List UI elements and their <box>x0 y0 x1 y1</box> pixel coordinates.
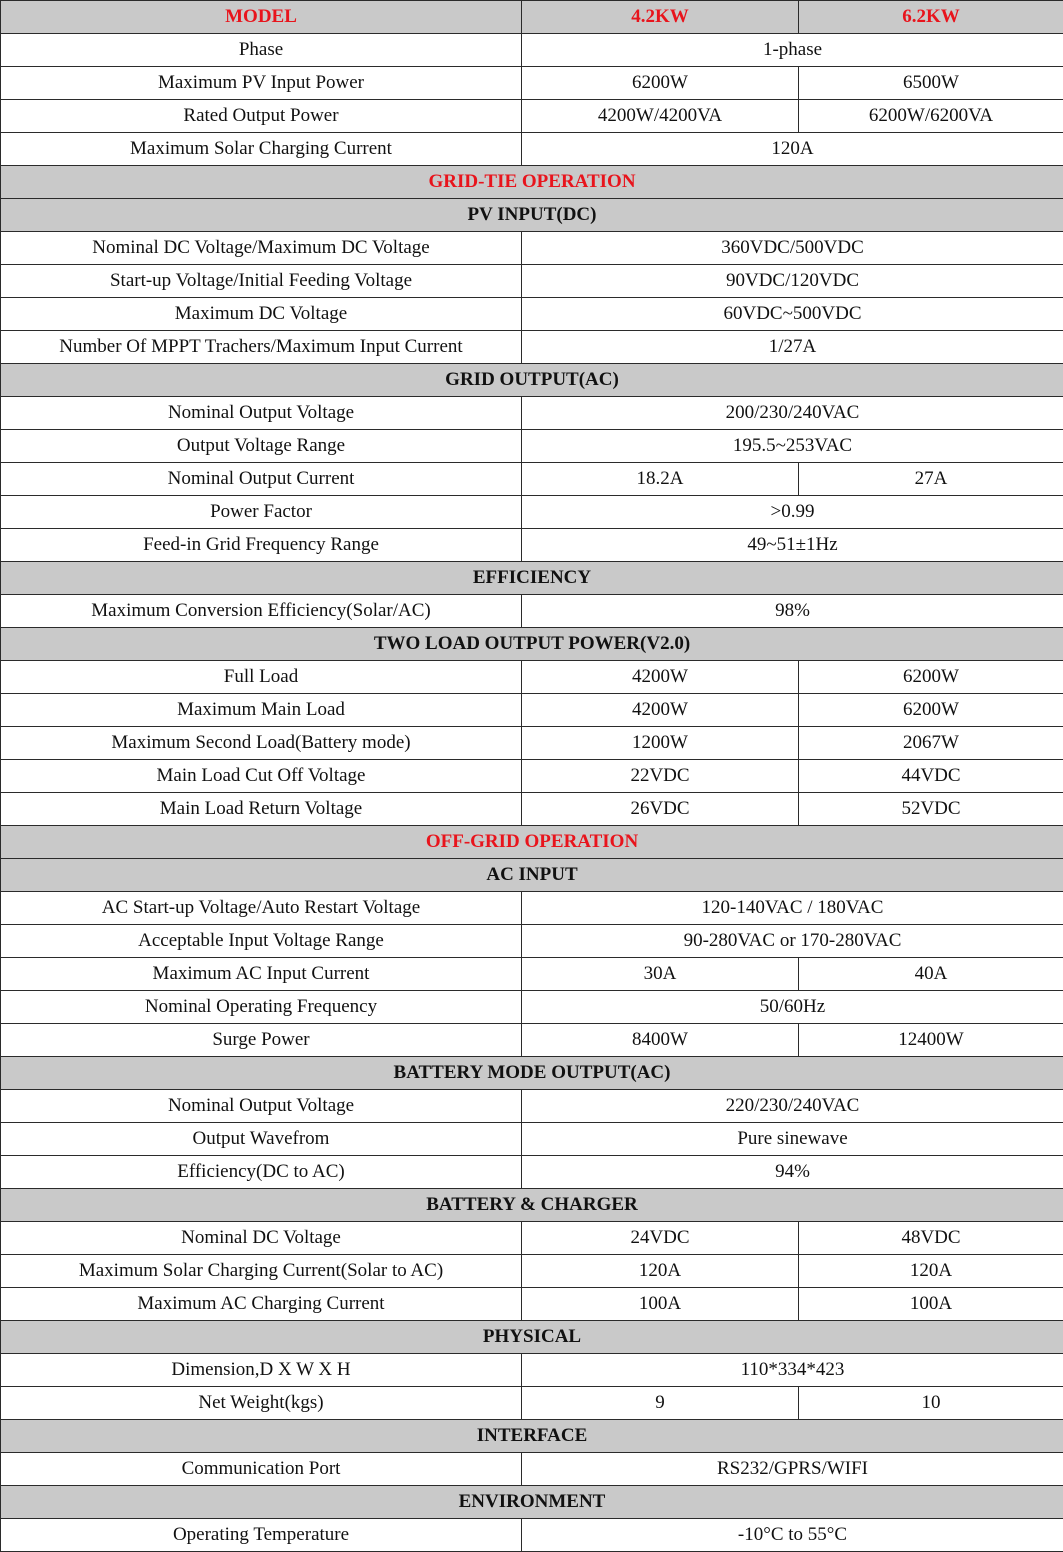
spec-value-a: 26VDC <box>522 793 799 826</box>
spec-table-body <box>1 1 1063 1552</box>
spec-row <box>1 1519 1063 1552</box>
spec-label: Maximum Second Load(Battery mode) <box>1 727 522 760</box>
spec-label: Phase <box>1 34 522 67</box>
spec-row <box>1 1222 1063 1255</box>
spec-label: Maximum Main Load <box>1 694 522 727</box>
spec-row <box>1 727 1063 760</box>
spec-value-b: 2067W <box>799 727 1063 760</box>
spec-row <box>1 529 1063 562</box>
spec-label: Dimension,D X W X H <box>1 1354 522 1387</box>
spec-row <box>1 958 1063 991</box>
spec-label: Nominal DC Voltage/Maximum DC Voltage <box>1 232 522 265</box>
spec-label: Power Factor <box>1 496 522 529</box>
spec-value-a: 4200W <box>522 694 799 727</box>
subsection-title: TWO LOAD OUTPUT POWER(V2.0) <box>1 628 1063 661</box>
spec-row <box>1 595 1063 628</box>
subsection-header-row <box>1 1420 1063 1453</box>
spec-label: Maximum Solar Charging Current(Solar to AC) <box>1 1255 522 1288</box>
subsection-header-row <box>1 859 1063 892</box>
spec-value: 200/230/240VAC <box>522 397 1063 430</box>
spec-value-b: 48VDC <box>799 1222 1063 1255</box>
spec-value: 98% <box>522 595 1063 628</box>
spec-row <box>1 298 1063 331</box>
spec-row <box>1 34 1063 67</box>
spec-label: Acceptable Input Voltage Range <box>1 925 522 958</box>
header-col-b: 6.2KW <box>799 1 1063 34</box>
spec-row <box>1 1255 1063 1288</box>
subsection-title: ENVIRONMENT <box>1 1486 1063 1519</box>
spec-value-b: 120A <box>799 1255 1063 1288</box>
spec-row <box>1 1453 1063 1486</box>
spec-value-b: 6500W <box>799 67 1063 100</box>
spec-value-b: 10 <box>799 1387 1063 1420</box>
spec-value: 50/60Hz <box>522 991 1063 1024</box>
spec-value-a: 8400W <box>522 1024 799 1057</box>
spec-row <box>1 1090 1063 1123</box>
spec-value-a: 100A <box>522 1288 799 1321</box>
subsection-header-row <box>1 199 1063 232</box>
spec-label: Surge Power <box>1 1024 522 1057</box>
spec-label: Maximum AC Input Current <box>1 958 522 991</box>
spec-value-b: 6200W <box>799 661 1063 694</box>
spec-value-b: 6200W <box>799 694 1063 727</box>
header-row <box>1 1 1063 34</box>
spec-value-b: 52VDC <box>799 793 1063 826</box>
spec-label: Output Wavefrom <box>1 1123 522 1156</box>
spec-value: 195.5~253VAC <box>522 430 1063 463</box>
spec-value-b: 100A <box>799 1288 1063 1321</box>
spec-row <box>1 430 1063 463</box>
spec-row <box>1 1354 1063 1387</box>
spec-row <box>1 100 1063 133</box>
subsection-title: GRID OUTPUT(AC) <box>1 364 1063 397</box>
spec-row <box>1 1156 1063 1189</box>
spec-value-a: 9 <box>522 1387 799 1420</box>
spec-value-b: 12400W <box>799 1024 1063 1057</box>
spec-value: 90VDC/120VDC <box>522 265 1063 298</box>
spec-row <box>1 397 1063 430</box>
subsection-header-row <box>1 364 1063 397</box>
spec-label: Nominal Output Voltage <box>1 397 522 430</box>
header-col-a: 4.2KW <box>522 1 799 34</box>
section-title: OFF-GRID OPERATION <box>1 826 1063 859</box>
spec-label: Maximum PV Input Power <box>1 67 522 100</box>
subsection-header-row <box>1 1057 1063 1090</box>
spec-label: Communication Port <box>1 1453 522 1486</box>
subsection-title: AC INPUT <box>1 859 1063 892</box>
spec-value-a: 22VDC <box>522 760 799 793</box>
spec-value: -10°C to 55°C <box>522 1519 1063 1552</box>
spec-row <box>1 1288 1063 1321</box>
spec-row <box>1 463 1063 496</box>
spec-row <box>1 760 1063 793</box>
section-title: GRID-TIE OPERATION <box>1 166 1063 199</box>
section-header-row <box>1 166 1063 199</box>
subsection-title: PHYSICAL <box>1 1321 1063 1354</box>
spec-label: Number Of MPPT Trachers/Maximum Input Current <box>1 331 522 364</box>
subsection-header-row <box>1 1486 1063 1519</box>
spec-label: Maximum Conversion Efficiency(Solar/AC) <box>1 595 522 628</box>
spec-row <box>1 694 1063 727</box>
spec-value-a: 18.2A <box>522 463 799 496</box>
spec-value: >0.99 <box>522 496 1063 529</box>
spec-row <box>1 265 1063 298</box>
spec-label: Nominal DC Voltage <box>1 1222 522 1255</box>
spec-value: Pure sinewave <box>522 1123 1063 1156</box>
spec-value-a: 4200W <box>522 661 799 694</box>
spec-value: 49~51±1Hz <box>522 529 1063 562</box>
spec-value: 94% <box>522 1156 1063 1189</box>
subsection-title: BATTERY MODE OUTPUT(AC) <box>1 1057 1063 1090</box>
spec-value: 60VDC~500VDC <box>522 298 1063 331</box>
spec-value-a: 30A <box>522 958 799 991</box>
spec-row <box>1 133 1063 166</box>
section-header-row <box>1 826 1063 859</box>
subsection-title: PV INPUT(DC) <box>1 199 1063 232</box>
spec-label: Main Load Cut Off Voltage <box>1 760 522 793</box>
spec-label: Maximum DC Voltage <box>1 298 522 331</box>
spec-value: 360VDC/500VDC <box>522 232 1063 265</box>
spec-label: AC Start-up Voltage/Auto Restart Voltage <box>1 892 522 925</box>
spec-value: 220/230/240VAC <box>522 1090 1063 1123</box>
spec-value: RS232/GPRS/WIFI <box>522 1453 1063 1486</box>
spec-value-a: 4200W/4200VA <box>522 100 799 133</box>
spec-value: 1-phase <box>522 34 1063 67</box>
spec-label: Nominal Operating Frequency <box>1 991 522 1024</box>
spec-row <box>1 1387 1063 1420</box>
subsection-header-row <box>1 1189 1063 1222</box>
spec-row <box>1 925 1063 958</box>
spec-label: Nominal Output Current <box>1 463 522 496</box>
spec-label: Output Voltage Range <box>1 430 522 463</box>
spec-row <box>1 793 1063 826</box>
spec-label: Start-up Voltage/Initial Feeding Voltage <box>1 265 522 298</box>
subsection-title: BATTERY & CHARGER <box>1 1189 1063 1222</box>
spec-row <box>1 892 1063 925</box>
subsection-title: INTERFACE <box>1 1420 1063 1453</box>
spec-label: Efficiency(DC to AC) <box>1 1156 522 1189</box>
spec-value-a: 120A <box>522 1255 799 1288</box>
spec-value: 90-280VAC or 170-280VAC <box>522 925 1063 958</box>
spec-row <box>1 67 1063 100</box>
spec-label: Main Load Return Voltage <box>1 793 522 826</box>
header-model: MODEL <box>1 1 522 34</box>
spec-label: Rated Output Power <box>1 100 522 133</box>
spec-row <box>1 1123 1063 1156</box>
spec-label: Nominal Output Voltage <box>1 1090 522 1123</box>
spec-label: Operating Temperature <box>1 1519 522 1552</box>
subsection-title: EFFICIENCY <box>1 562 1063 595</box>
subsection-header-row <box>1 562 1063 595</box>
spec-label: Maximum Solar Charging Current <box>1 133 522 166</box>
spec-row <box>1 331 1063 364</box>
spec-value-b: 6200W/6200VA <box>799 100 1063 133</box>
spec-value-b: 40A <box>799 958 1063 991</box>
spec-value-a: 24VDC <box>522 1222 799 1255</box>
spec-value: 120A <box>522 133 1063 166</box>
spec-value-b: 27A <box>799 463 1063 496</box>
spec-value: 110*334*423 <box>522 1354 1063 1387</box>
subsection-header-row <box>1 628 1063 661</box>
subsection-header-row <box>1 1321 1063 1354</box>
spec-row <box>1 991 1063 1024</box>
spec-label: Net Weight(kgs) <box>1 1387 522 1420</box>
spec-row <box>1 661 1063 694</box>
spec-value-a: 6200W <box>522 67 799 100</box>
spec-row <box>1 1024 1063 1057</box>
spec-row <box>1 496 1063 529</box>
spec-label: Feed-in Grid Frequency Range <box>1 529 522 562</box>
spec-value-a: 1200W <box>522 727 799 760</box>
spec-row <box>1 232 1063 265</box>
spec-value: 120-140VAC / 180VAC <box>522 892 1063 925</box>
spec-label: Full Load <box>1 661 522 694</box>
spec-value: 1/27A <box>522 331 1063 364</box>
spec-value-b: 44VDC <box>799 760 1063 793</box>
spec-label: Maximum AC Charging Current <box>1 1288 522 1321</box>
